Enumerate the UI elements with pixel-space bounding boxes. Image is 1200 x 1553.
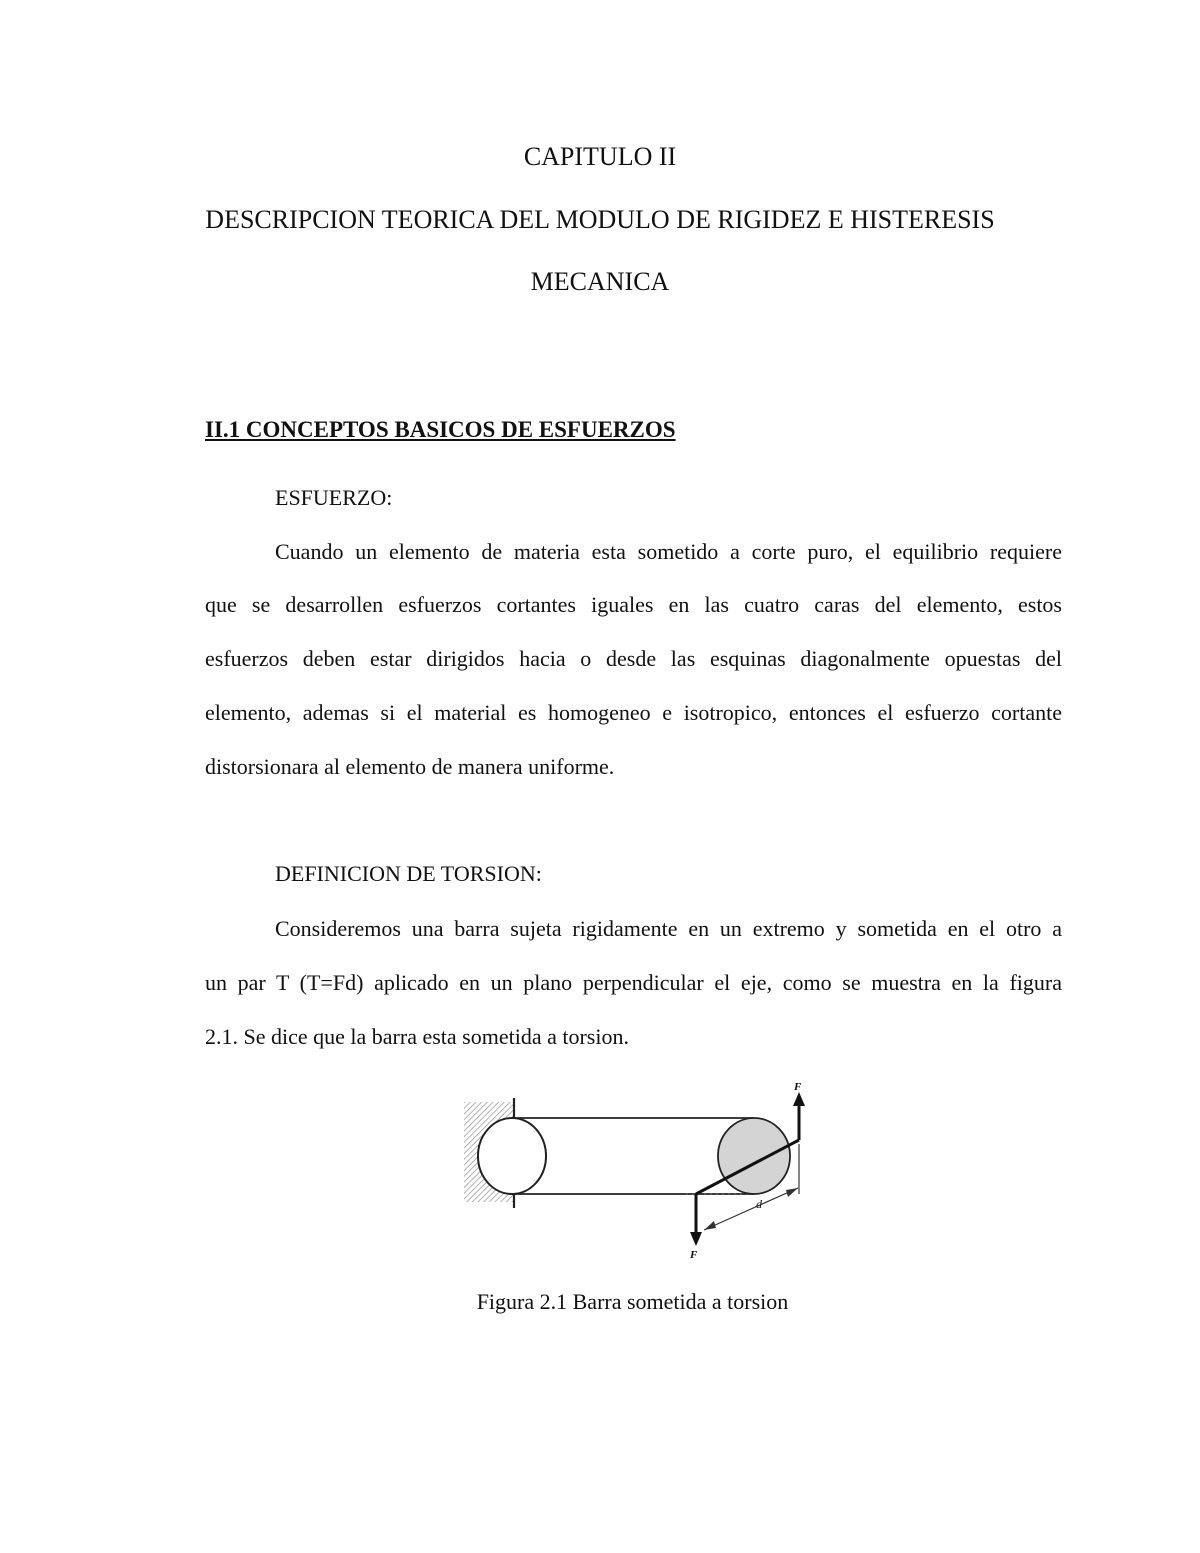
esfuerzo-heading: ESFUERZO: [275,485,393,510]
bar-loaded-end [718,1118,790,1194]
distance-arrowhead-left [704,1221,716,1230]
chapter-label: CAPITULO II [523,142,677,171]
torsion-heading: DEFINICION DE TORSION: [275,861,542,886]
torsion-paragraph-line: Consideremos una barra sujeta rigidamente en un extremo y sometida en el otro a [275,916,1062,941]
torsion-paragraph-line: un par T (T=Fd) aplicado en un plano perpendicular el eje, como se muestra en la figura [205,970,1062,995]
esfuerzo-paragraph-line: elemento, ademas si el material es homogeneo e isotropico, entonces el esfuerzo cortante [205,700,1062,725]
torsion-bar-figure [458,1080,818,1260]
torsion-paragraph-line: 2.1. Se dice que la barra esta sometida a torsion. [205,1024,629,1049]
esfuerzo-paragraph-line: esfuerzos deben estar dirigidos hacia o desde las esquinas diagonalmente opuestas del [205,646,1062,671]
section-heading: II.1 CONCEPTOS BASICOS DE ESFUERZOS [205,417,676,442]
esfuerzo-paragraph-line: distorsionara al elemento de manera uniforme. [205,754,615,779]
upward-force-label: F [794,1081,802,1093]
esfuerzo-paragraph-line: Cuando un elemento de materia esta sometido a corte puro, el equilibrio requiere [275,539,1062,564]
downward-force-label: F [690,1249,698,1260]
distance-arrowhead-right [786,1188,798,1197]
esfuerzo-paragraph-line: que se desarrollen esfuerzos cortantes iguales en las cuatro caras del elemento, estos [205,592,1062,617]
figure-caption: Figura 2.1 Barra sometida a torsion [476,1289,789,1314]
chapter-title-line-1: DESCRIPCION TEORICA DEL MODULO DE RIGIDEZ E HISTERESIS [205,205,995,234]
distance-label: d [756,1197,762,1211]
chapter-title-line-2: MECANICA [530,267,670,296]
upward-force-arrowhead [793,1092,805,1106]
downward-force-arrowhead [690,1232,702,1246]
